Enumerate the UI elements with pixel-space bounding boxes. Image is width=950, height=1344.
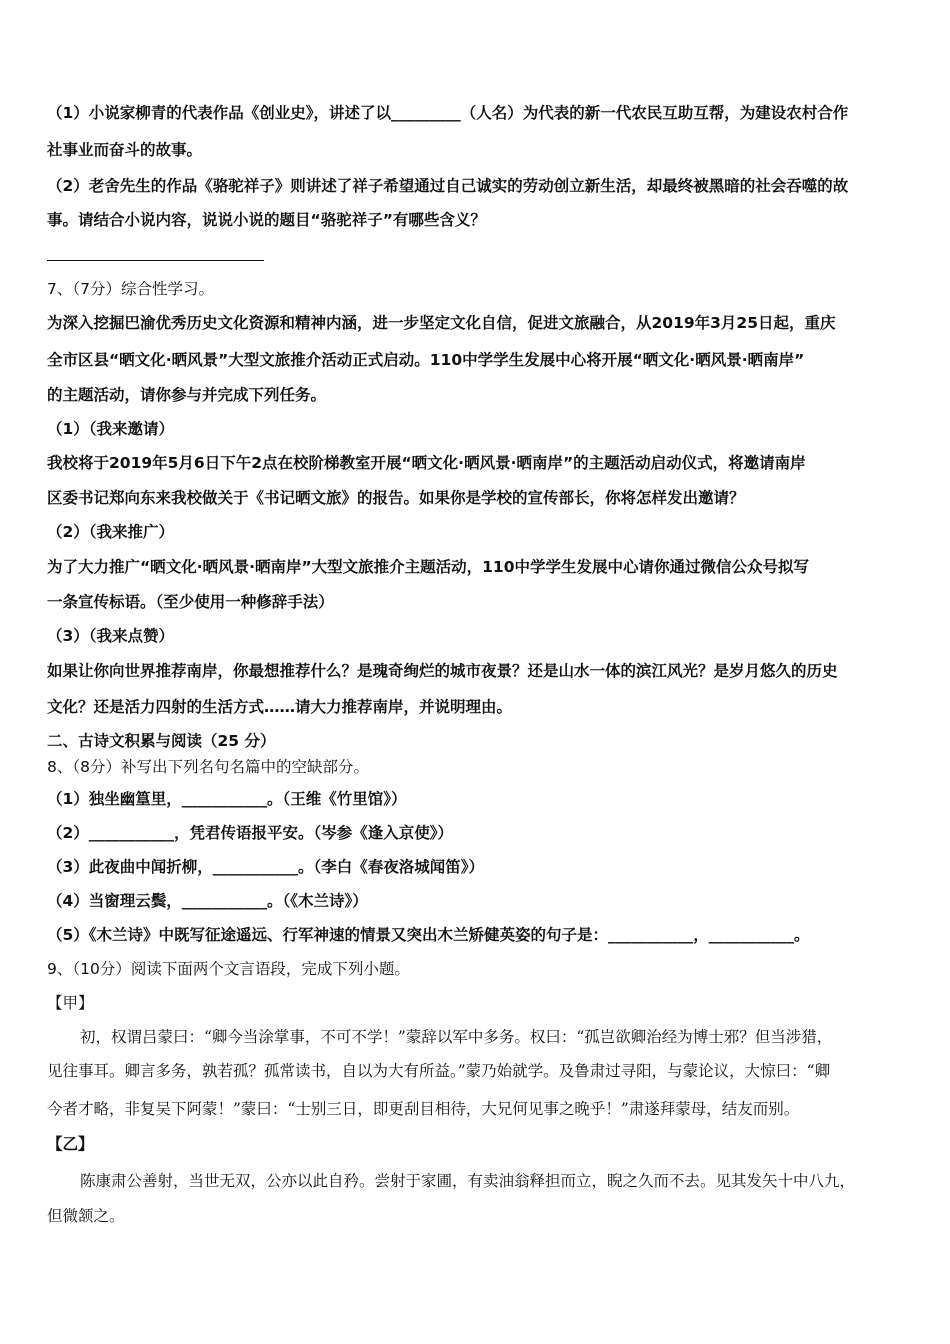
q7-intro-line-3: 的主题活动，请你参与并完成下列任务。 [47, 386, 327, 404]
q6-2-line-1: （2）老舍先生的作品《骆驼祥子》则讲述了祥子希望通过自己诚实的劳动创立新生活，却最终被黑暗的社会吞噬的故 [47, 177, 849, 195]
q7-intro-line-2: 全市区县“晒文化·晒风景”大型文旅推介活动正式启动。110中学学生发展中心将开展“晒文化·晒风景·晒南岸” [47, 351, 805, 369]
q6-1-line-1: （1）小说家柳青的代表作品《创业史》，讲述了以_________（人名）为代表的新一代农民互助互帮，为建设农村合作 [47, 104, 849, 122]
q7-1-line-2: 区委书记郑向东来我校做关于《书记晒文旅》的报告。如果你是学校的宣传部长，你将怎样发出邀请？ [47, 489, 745, 507]
passage-yi-line-2: 但微颔之。 [47, 1207, 125, 1225]
q7-3-line-1: 如果让你向世界推荐南岸，你最想推荐什么？是瑰奇绚烂的城市夜景？还是山水一体的滨江风光？是岁月悠久的历史 [47, 662, 838, 680]
passage-yi-label: 【乙】 [47, 1135, 94, 1153]
q7-1-heading: （1）（我来邀请） [47, 420, 175, 438]
q8-5: （5）《木兰诗》中既写征途遥远、行军神速的情景又突出木兰矫健英姿的句子是：___________，___________。 [47, 926, 810, 944]
passage-jia-label: 【甲】 [47, 994, 94, 1012]
q8-heading: 8、（8分）补写出下列名句名篇中的空缺部分。 [47, 758, 369, 776]
q7-heading: 7、（7分）综合性学习。 [47, 280, 214, 298]
q8-4: （4）当窗理云鬓，___________。（《木兰诗》） [47, 892, 368, 910]
q6-2-line-2: 事。请结合小说内容，说说小说的题目“骆驼祥子”有哪些含义？ [47, 211, 486, 229]
q8-1: （1）独坐幽篁里，___________。（王维《竹里馆》） [47, 790, 407, 808]
q7-3-line-2: 文化？还是活力四射的生活方式……请大力推荐南岸，并说明理由。 [47, 698, 513, 716]
passage-jia-line-1: 初，权谓吕蒙曰：“卿今当涂掌事，不可不学！”蒙辞以军中多务。权曰：“孤岂欲卿治经为博士邪？但当涉猎， [80, 1028, 833, 1046]
q7-2-line-1: 为了大力推广“晒文化·晒风景·晒南岸”大型文旅推介主题活动，110中学学生发展中心请你通过微信公众号拟写 [47, 558, 810, 576]
q7-3-heading: （3）（我来点赞） [47, 627, 175, 645]
q6-1-line-2: 社事业而奋斗的故事。 [47, 141, 203, 159]
q7-intro-line-1: 为深入挖掘巴渝优秀历史文化资源和精神内涵，进一步坚定文化自信，促进文旅融合，从2019年3月25日起，重庆 [47, 314, 836, 332]
q9-heading: 9、（10分）阅读下面两个文言语段，完成下列小题。 [47, 960, 410, 978]
passage-jia-line-3: 今者才略，非复吴下阿蒙！”蒙曰：“士别三日，即更刮目相待，大兄何见事之晚乎！”肃遂拜蒙母，结友而别。 [47, 1100, 800, 1118]
section-2-heading: 二、古诗文积累与阅读（25 分） [47, 732, 276, 750]
passage-jia-line-2: 见往事耳。卿言多务，孰若孤？孤常读书，自以为大有所益。”蒙乃始就学。及鲁肃过寻阳，与蒙论议，大惊曰：“卿 [47, 1062, 831, 1080]
q7-1-line-1: 我校将于2019年5月6日下午2点在校阶梯教室开展“晒文化·晒风景·晒南岸”的主题活动启动仪式，将邀请南岸 [47, 454, 806, 472]
q8-2: （2）___________，凭君传语报平安。（岑参《逢入京使》） [47, 824, 454, 842]
q8-3: （3）此夜曲中闻折柳，___________。（李白《春夜洛城闻笛》） [47, 858, 485, 876]
q7-2-line-2: 一条宣传标语。（至少使用一种修辞手法） [47, 593, 334, 611]
q7-2-heading: （2）（我来推广） [47, 523, 175, 541]
passage-yi-line-1: 陈康肃公善射，当世无双，公亦以此自矜。尝射于家圃，有卖油翁释担而立，睨之久而不去。见其发矢十中八九， [80, 1172, 856, 1190]
answer-line [47, 260, 264, 261]
